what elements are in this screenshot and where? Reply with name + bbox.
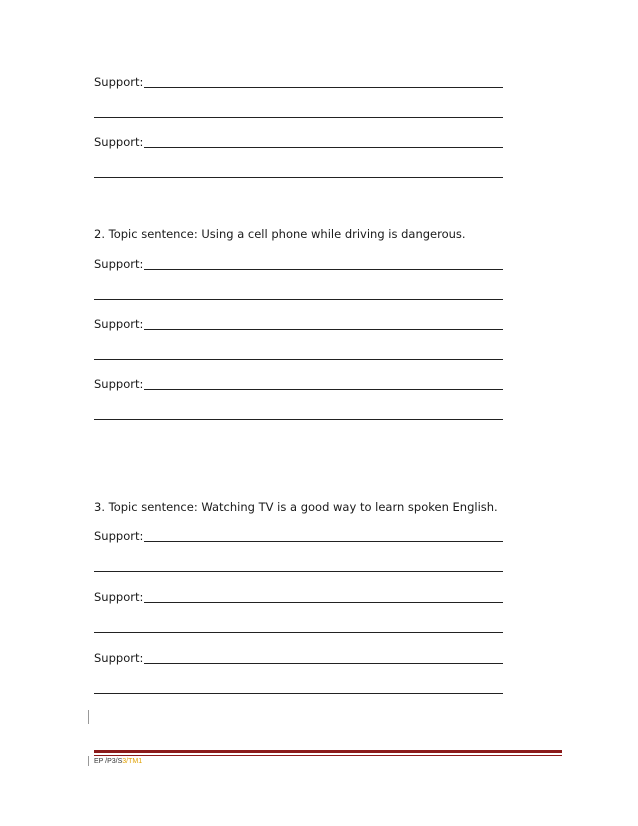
topic-sentence-2: 2. Topic sentence: Using a cell phone while driving is dangerous. (94, 227, 466, 241)
answer-line[interactable] (94, 177, 503, 178)
support-label: Support: (94, 529, 144, 543)
answer-line[interactable] (144, 389, 503, 390)
footer-code-suffix: 3/TM1 (122, 758, 143, 765)
footer-code-prefix: EP /P3/S (94, 758, 123, 765)
footer-code (94, 757, 142, 766)
footer-rule-thin (94, 755, 562, 756)
footer-margin-mark (88, 756, 89, 766)
answer-line[interactable] (94, 419, 503, 420)
answer-line[interactable] (94, 117, 503, 118)
answer-line[interactable] (144, 147, 503, 148)
support-label: Support: (94, 135, 144, 149)
answer-line[interactable] (94, 571, 503, 572)
answer-line[interactable] (144, 602, 503, 603)
margin-mark (88, 710, 89, 724)
answer-line[interactable] (94, 693, 503, 694)
support-label: Support: (94, 257, 144, 271)
answer-line[interactable] (144, 269, 503, 270)
support-label: Support: (94, 590, 144, 604)
support-label: Support: (94, 377, 144, 391)
answer-line[interactable] (94, 299, 503, 300)
topic-sentence-3: 3. Topic sentence: Watching TV is a good way to learn spoken English. (94, 500, 498, 514)
answer-line[interactable] (94, 632, 503, 633)
support-label: Support: (94, 75, 144, 89)
support-label: Support: (94, 317, 144, 331)
footer-rule-thick (94, 750, 562, 753)
answer-line[interactable] (144, 541, 503, 542)
answer-line[interactable] (144, 329, 503, 330)
support-label: Support: (94, 651, 144, 665)
answer-line[interactable] (144, 87, 503, 88)
answer-line[interactable] (94, 359, 503, 360)
answer-line[interactable] (144, 663, 503, 664)
